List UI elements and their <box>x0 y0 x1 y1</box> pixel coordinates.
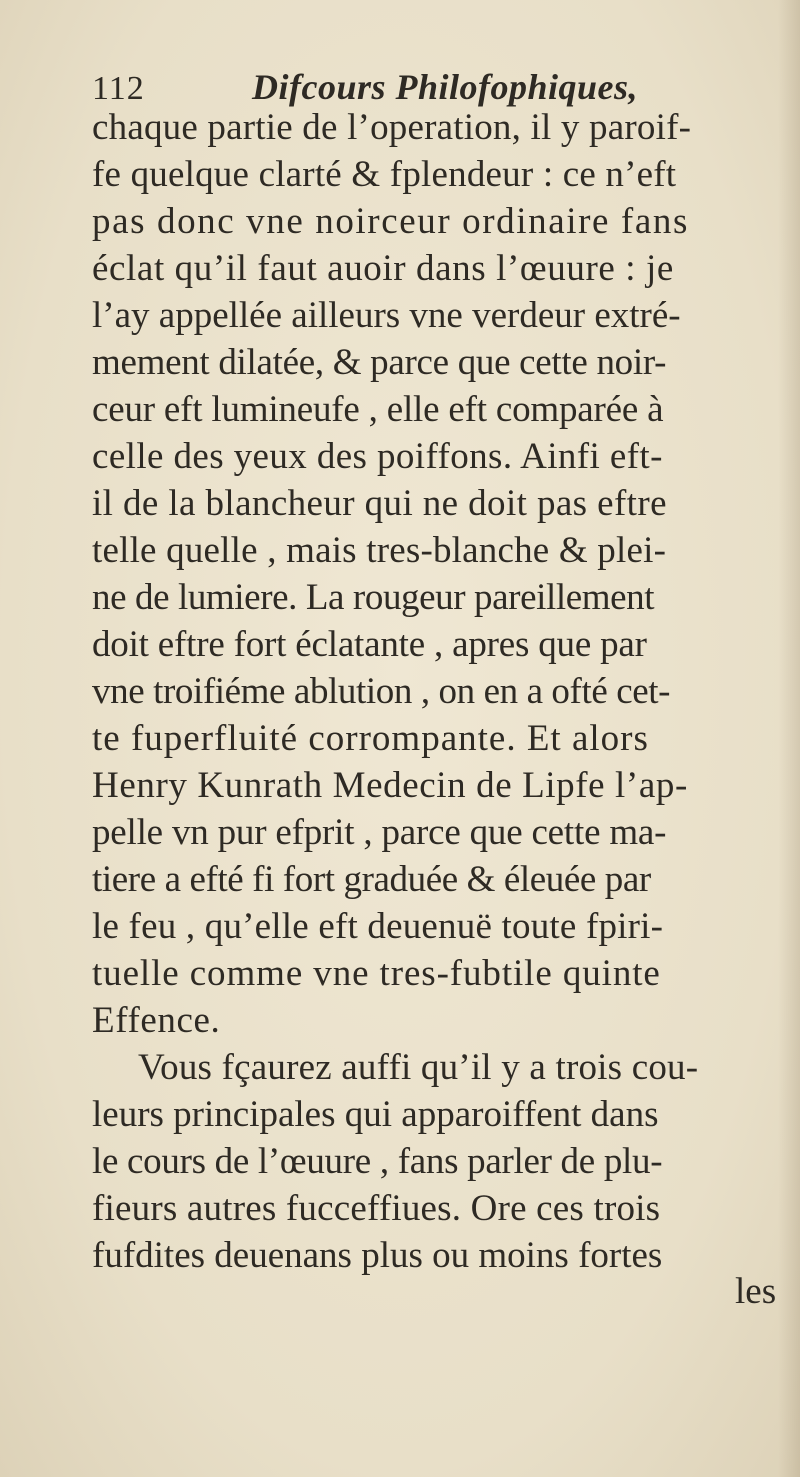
text-line: telle quelle , mais tres-blanche & plei- <box>92 530 667 571</box>
text-line: doit eftre fort éclatante , apres que par <box>92 624 647 665</box>
body-text <box>92 104 792 1279</box>
text-line: ceur eft lumineufe , elle eft comparée à <box>92 389 664 430</box>
text-line: mement dilatée, & parce que cette noir- <box>92 342 667 383</box>
text-line: fieurs autres fucceffiues. Ore ces trois <box>92 1188 661 1229</box>
text-line: Effence. <box>92 1000 221 1041</box>
text-line: ne de lumiere. La rougeur pareillement <box>92 577 655 618</box>
text-line: vne troifiéme ablution , on en a ofté cet- <box>92 671 671 712</box>
text-line: fufdites deuenans plus ou moins fortes <box>92 1235 663 1276</box>
running-title: Difcours Philofophiques, <box>252 67 639 107</box>
text-line: Henry Kunrath Medecin de Lipfe l’ap- <box>92 765 688 806</box>
text-line: fe quelque clarté & fplendeur : ce n’eft <box>92 154 677 195</box>
text-line: pas donc vne noirceur ordinaire fans <box>92 201 689 242</box>
text-line: tiere a efté fi fort graduée & éleuée par <box>92 859 651 900</box>
text-line: pelle vn pur efprit , parce que cette ma- <box>92 812 667 853</box>
text-line: le feu , qu’elle eft deuenuë toute fpiri- <box>92 906 664 947</box>
page-number: 112 <box>92 70 145 107</box>
text-line: le cours de l’œuure , fans parler de plu- <box>92 1141 663 1182</box>
text-line: te fuperfluité corrompante. Et alors <box>92 718 649 759</box>
text-line: Vous fçaurez auffi qu’il y a trois cou- <box>138 1047 699 1088</box>
text-line: tuelle comme vne tres-fubtile quinte <box>92 953 661 994</box>
catchword: les <box>735 1271 777 1312</box>
text-line: celle des yeux des poiffons. Ainfi eft- <box>92 436 663 477</box>
text-line: éclat qu’il faut auoir dans l’œuure : je <box>92 248 674 289</box>
text-line: leurs principales qui apparoiffent dans <box>92 1094 659 1135</box>
text-line: il de la blancheur qui ne doit pas eftre <box>92 483 667 524</box>
text-line: l’ay appellée ailleurs vne verdeur extré- <box>92 295 681 336</box>
text-line: chaque partie de l’operation, il y paroif- <box>92 107 692 148</box>
